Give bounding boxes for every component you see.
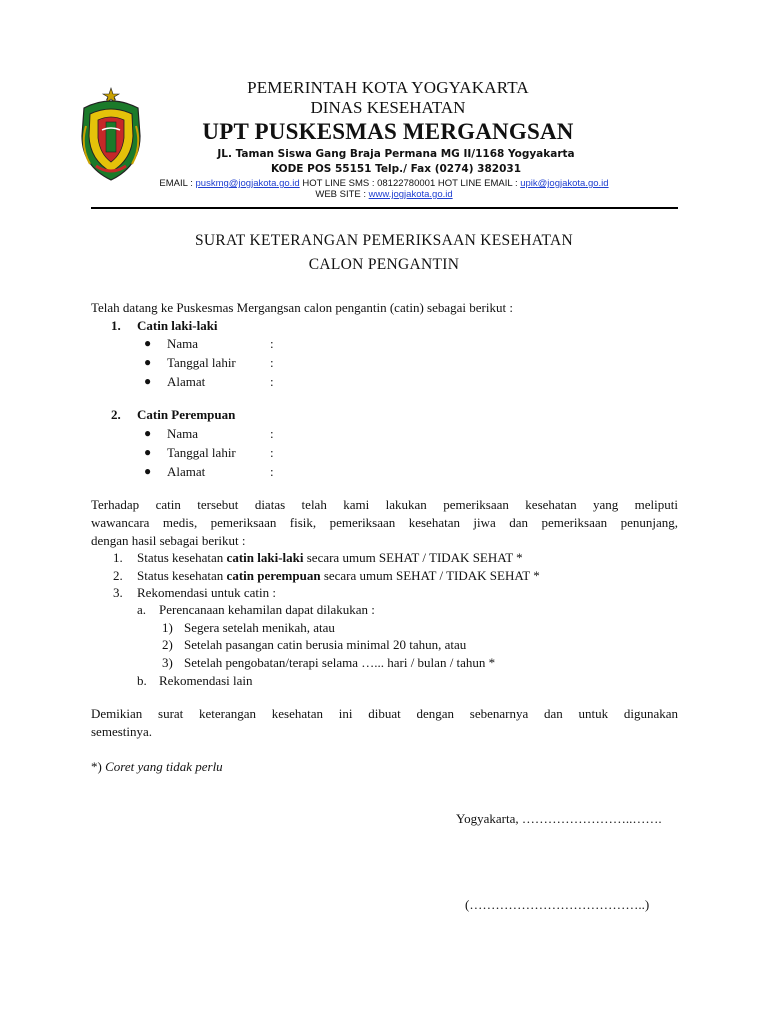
result-number: 3. bbox=[113, 585, 123, 600]
field-colon: : bbox=[270, 355, 274, 370]
result-number: 1. bbox=[113, 550, 123, 565]
header-divider bbox=[91, 207, 678, 209]
header-website-line bbox=[0, 189, 768, 200]
signature-place-date: Yogyakarta, ……………………..……. bbox=[456, 811, 662, 826]
section1-heading: Catin laki-laki bbox=[137, 318, 218, 333]
hotline-text: HOT LINE SMS : 08122780001 HOT LINE EMAIL : bbox=[299, 178, 521, 189]
sub-item: Rekomendasi lain bbox=[159, 673, 253, 688]
document-subtitle: CALON PENGANTIN bbox=[308, 256, 460, 273]
sub-sub-number: 1) bbox=[162, 620, 173, 635]
bullet-icon: ● bbox=[144, 426, 152, 440]
field-colon: : bbox=[270, 336, 274, 351]
sub-number: b. bbox=[137, 673, 147, 688]
section1-number: 1. bbox=[111, 318, 121, 333]
bullet-icon: ● bbox=[144, 336, 152, 350]
field-label: Nama bbox=[167, 426, 199, 441]
bullet-icon: ● bbox=[144, 374, 152, 388]
paragraph-line: dengan hasil sebagai berikut : bbox=[91, 533, 246, 548]
section2-number: 2. bbox=[111, 407, 121, 422]
email-label: EMAIL : bbox=[159, 178, 196, 189]
sub-sub-number: 3) bbox=[162, 655, 173, 670]
bullet-icon: ● bbox=[144, 464, 152, 478]
field-label: Alamat bbox=[167, 374, 206, 389]
result-number: 2. bbox=[113, 568, 123, 583]
result-item: Status kesehatan catin perempuan secara umum SEHAT / TIDAK SEHAT * bbox=[137, 568, 540, 583]
field-colon: : bbox=[270, 426, 274, 441]
signature-name-line: (…………………………………..) bbox=[465, 897, 650, 912]
bullet-icon: ● bbox=[144, 355, 152, 369]
field-label: Alamat bbox=[167, 464, 206, 479]
sub-sub-item: Setelah pasangan catin berusia minimal 20 tahun, atau bbox=[184, 637, 467, 652]
paragraph-line: wawancara medis, pemeriksaan fisik, pemeriksaan kesehatan jiwa dan pemeriksaan penunjang, bbox=[91, 515, 678, 530]
closing-line: Demikian surat keterangan kesehatan ini dibuat dengan sebenarnya dan untuk digunakan bbox=[91, 706, 678, 721]
header-contact-line bbox=[0, 178, 768, 189]
field-label: Tanggal lahir bbox=[167, 355, 236, 370]
sub-sub-number: 2) bbox=[162, 637, 173, 652]
bullet-icon: ● bbox=[144, 445, 152, 459]
footnote: *) Coret yang tidak perlu bbox=[91, 759, 223, 774]
hotline-email-link[interactable]: upik@jogjakota.go.id bbox=[520, 178, 609, 189]
email-link[interactable]: puskmg@jogjakota.go.id bbox=[195, 178, 300, 189]
sub-sub-item: Segera setelah menikah, atau bbox=[184, 620, 335, 635]
sub-item: Perencanaan kehamilan dapat dilakukan : bbox=[159, 602, 375, 617]
result-item: Status kesehatan catin laki-laki secara umum SEHAT / TIDAK SEHAT * bbox=[137, 550, 523, 565]
field-colon: : bbox=[270, 445, 274, 460]
sub-sub-item: Setelah pengobatan/terapi selama …... hari / bulan / tahun * bbox=[184, 655, 496, 670]
header-address: JL. Taman Siswa Gang Braja Permana MG II/1168 Yogyakarta bbox=[217, 148, 575, 160]
field-colon: : bbox=[270, 464, 274, 479]
header-postal-phone: KODE POS 55151 Telp./ Fax (0274) 382031 bbox=[270, 163, 522, 175]
intro-text: Telah datang ke Puskesmas Mergangsan calon pengantin (catin) sebagai berikut : bbox=[91, 300, 513, 315]
field-colon: : bbox=[270, 374, 274, 389]
sub-number: a. bbox=[137, 602, 147, 617]
result-item: Rekomendasi untuk catin : bbox=[137, 585, 277, 600]
header-institution: UPT PUSKESMAS MERGANGSAN bbox=[202, 119, 574, 144]
header-government: PEMERINTAH KOTA YOGYAKARTA bbox=[247, 78, 529, 97]
website-label: WEB SITE : bbox=[315, 189, 369, 200]
paragraph-line: Terhadap catin tersebut diatas telah kami lakukan pemeriksaan kesehatan yang meliputi bbox=[91, 497, 678, 512]
section2-heading: Catin Perempuan bbox=[137, 407, 236, 422]
field-label: Nama bbox=[167, 336, 199, 351]
website-link[interactable]: www.jogjakota.go.id bbox=[368, 189, 453, 200]
header-department: DINAS KESEHATAN bbox=[310, 98, 466, 117]
field-label: Tanggal lahir bbox=[167, 445, 236, 460]
closing-line: semestinya. bbox=[91, 724, 153, 739]
document-title: SURAT KETERANGAN PEMERIKSAAN KESEHATAN bbox=[194, 232, 573, 249]
